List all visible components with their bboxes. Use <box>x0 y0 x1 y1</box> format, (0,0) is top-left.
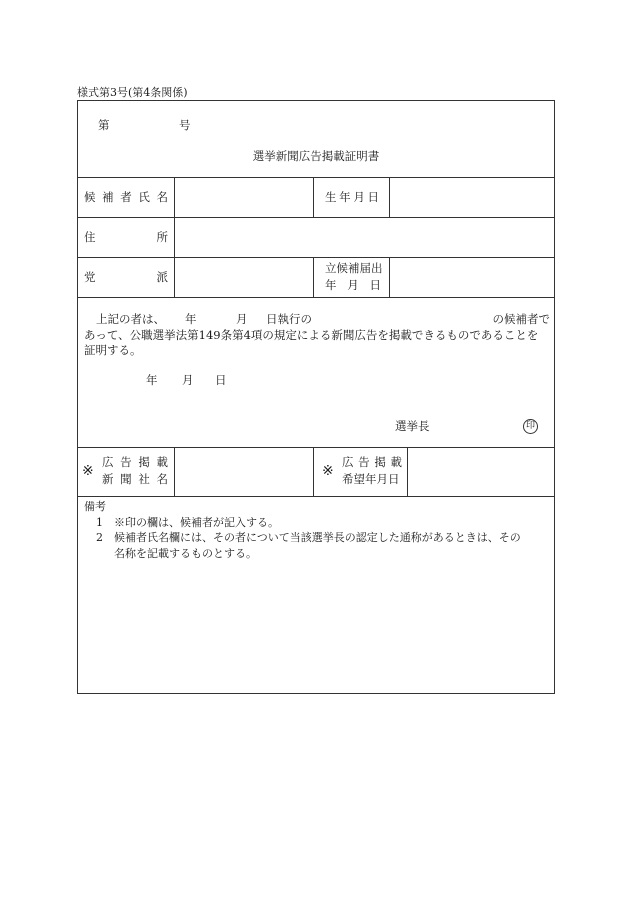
rule-filing-right <box>389 257 390 297</box>
note-2-text: 候補者氏名欄には、その者について当該選挙長の認定した通称があるときは、その <box>114 531 521 544</box>
issue-date-year: 年 <box>146 373 158 387</box>
rule-ad-label <box>174 447 175 496</box>
rule-filing-left <box>313 257 314 297</box>
rule-ad-right <box>407 447 408 496</box>
birth-date-label: 生 年 月 日 <box>325 190 379 204</box>
party-label: 党 派 <box>84 270 168 284</box>
rule-after-header <box>78 177 554 178</box>
filing-date-label-2: 年 月 日 <box>325 278 381 292</box>
applicant-mark-2: ※ <box>322 463 334 479</box>
rule-label-col <box>174 177 175 297</box>
issue-date-day: 日 <box>215 373 227 387</box>
rule-after-address <box>78 257 554 258</box>
seal-mark: 印 <box>523 419 538 434</box>
address-label: 住 所 <box>84 230 168 244</box>
note-1-number: 1 <box>96 515 103 529</box>
rule-ad-mid <box>313 447 314 496</box>
number-suffix: 号 <box>179 118 191 132</box>
notes-heading: 備考 <box>84 500 106 513</box>
rule-after-name <box>78 217 554 218</box>
rule-after-statement <box>78 447 554 448</box>
note-2-continuation: 名称を記載するものとする。 <box>114 546 257 560</box>
note-2-number: 2 <box>96 531 103 544</box>
rule-birth-right <box>389 177 390 217</box>
applicant-mark-1: ※ <box>82 463 94 479</box>
rule-after-party <box>78 297 554 298</box>
rule-birth-left <box>313 177 314 217</box>
newspaper-label-2: 新 聞 社 名 <box>102 472 168 486</box>
document-title: 選挙新聞広告掲載証明書 <box>252 149 380 163</box>
form-id: 様式第3号(第4条関係) <box>77 86 188 99</box>
rule-after-ad <box>78 496 554 497</box>
filing-date-label-1: 立候補届出 <box>325 261 383 275</box>
note-1-text: ※印の欄は、候補者が記入する。 <box>114 515 279 529</box>
issue-date-month: 月 <box>182 373 194 387</box>
number-prefix: 第 <box>98 118 110 132</box>
certification-statement: 上記の者は、 年 月 日執行の の候補者で あって、公職選挙法第149条第4項の規定による新聞広告を掲載できるものであることを 証明する。 <box>84 312 550 357</box>
newspaper-label-1: 広 告 掲 載 <box>102 455 168 469</box>
certificate-form <box>77 100 555 694</box>
signer-title: 選挙長 <box>395 419 430 433</box>
desired-date-label-2: 希望年月日 <box>342 472 400 486</box>
desired-date-label-1: 広 告 掲 載 <box>342 455 402 469</box>
candidate-name-label: 候 補 者 氏 名 <box>84 190 168 204</box>
